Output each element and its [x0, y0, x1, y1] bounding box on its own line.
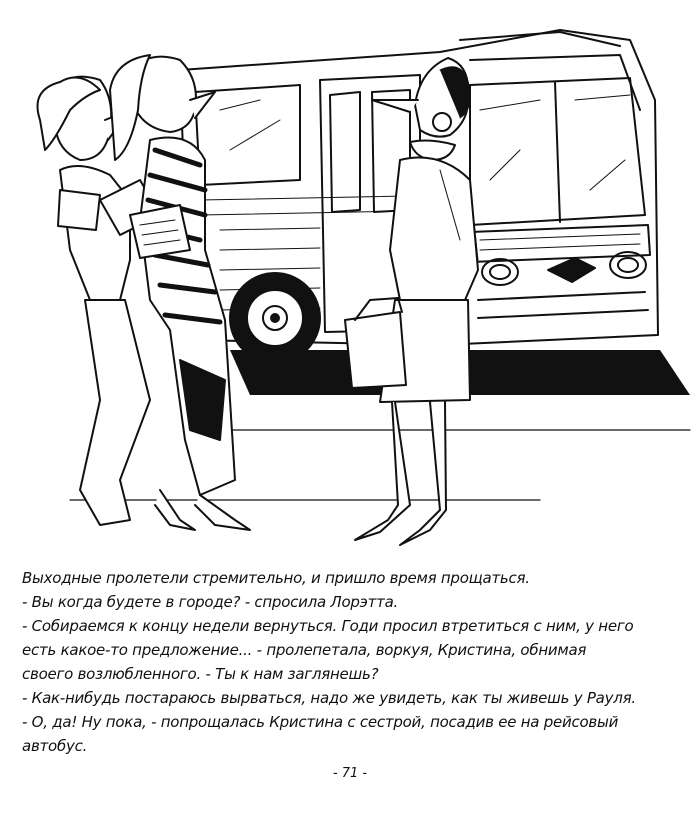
- story-line: - Собираемся к концу недели вернуться. Годи просил втретиться с ним, у него: [22, 617, 634, 635]
- story-line: - Вы когда будете в городе? - спросила Лорэтта.: [22, 593, 399, 611]
- story-line: - Как-нибудь постараюсь вырваться, надо же увидеть, как ты живешь у Рауля.: [22, 689, 636, 707]
- story-text: [22, 566, 682, 758]
- story-line: есть какое-то предложение... - пролепетала, воркуя, Кристина, обнимая: [22, 641, 587, 659]
- story-line: - О, да! Ну пока, - попрощалась Кристина с сестрой, посадив ее на рейсовый: [22, 713, 619, 731]
- story-line: Выходные пролетели стремительно, и пришло время прощаться.: [22, 569, 530, 587]
- page-number: - 71 -: [332, 766, 368, 781]
- story-line: своего возлюбленного. - Ты к нам заглянешь?: [22, 665, 379, 683]
- story-line: автобус.: [22, 737, 88, 755]
